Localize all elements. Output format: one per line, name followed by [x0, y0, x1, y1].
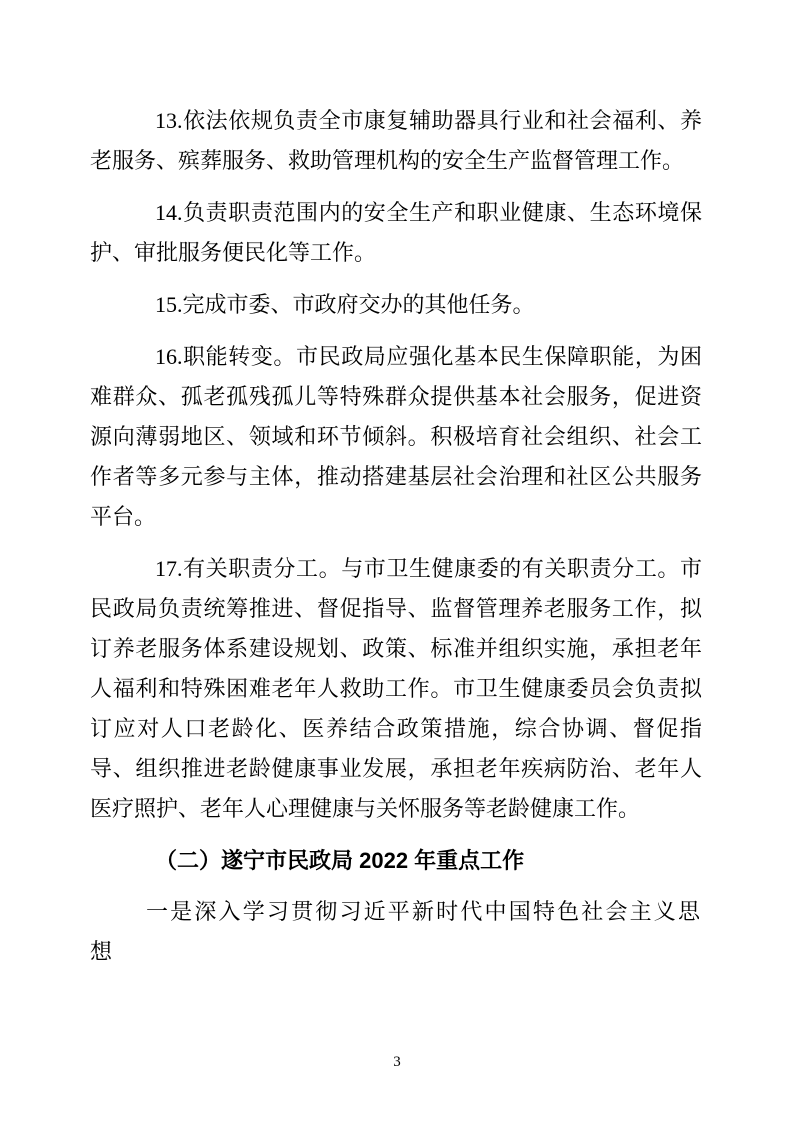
- paragraph-item-17: 17.有关职责分工。与市卫生健康委的有关职责分工。市民政局负责统筹推进、督促指导、监督管理养老服务工作，拟订养老服务体系建设规划、政策、标准并组织实施，承担老年人福利和特殊困难老年人救助工作。市卫生健康委员会负责拟订应对人口老龄化、医养结合政策措施，综合协调、督促指导、组织推进老龄健康事业发展，承担老年疾病防治、老年人医疗照护、老年人心理健康与关怀服务等老龄健康工作。: [90, 556, 702, 821]
- section-heading: （二）遂宁市民政局 2022 年重点工作: [155, 848, 525, 873]
- paragraph-item-14: 14.负责职责范围内的安全生产和职业健康、生态环境保护、审批服务便民化等工作。: [90, 200, 702, 265]
- closing-paragraph: 一是深入学习贯彻习近平新时代中国特色社会主义思想: [90, 900, 702, 965]
- paragraph-item-16: 16.职能转变。市民政局应强化基本民生保障职能，为困难群众、孤老孤残孤儿等特殊群众提供基本社会服务，促进资源向薄弱地区、领域和环节倾斜。积极培育社会组织、社会工作者等多元参与主体，推动搭建基层社会治理和社区公共服务平台。: [90, 344, 702, 529]
- paragraph-item-13: 13.依法依规负责全市康复辅助器具行业和社会福利、养老服务、殡葬服务、救助管理机构的安全生产监督管理工作。: [90, 108, 702, 173]
- paragraph-item-15: 15.完成市委、市政府交办的其他任务。: [155, 292, 535, 317]
- page-number: 3: [393, 1054, 401, 1070]
- document-body: [90, 101, 702, 973]
